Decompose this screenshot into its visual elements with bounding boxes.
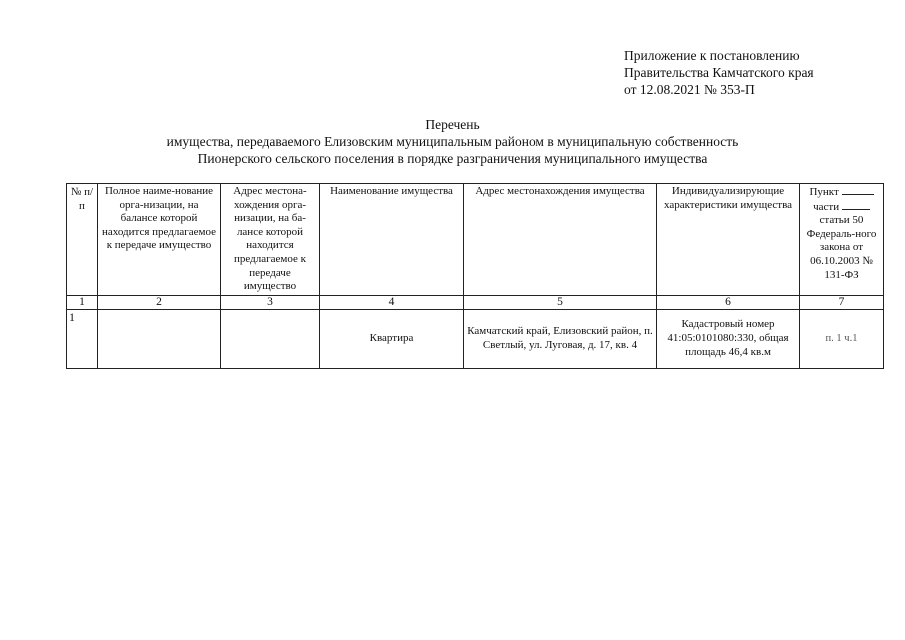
row-property-address: Камчатский край, Елизовский район, п. Светлый, ул. Луговая, д. 17, кв. 4 xyxy=(464,309,657,368)
blank-underline xyxy=(842,185,874,195)
row-punkt-value: п. 1 ч.1 xyxy=(825,332,858,344)
header-number: № п/п xyxy=(67,184,98,296)
appendix-line-3: от 12.08.2021 № 353-П xyxy=(624,82,755,97)
row-property-name: Квартира xyxy=(320,309,464,368)
title-line-1: Перечень xyxy=(425,117,480,132)
table-row xyxy=(67,309,884,368)
appendix-header xyxy=(624,47,814,98)
header-punkt-part-c: статьи 50 Федераль-ного закона от 06.10.2003 № 131-ФЗ xyxy=(806,214,877,281)
header-property-name: Наименование имущества xyxy=(320,184,464,296)
header-punkt-part-b: части xyxy=(813,200,840,213)
blank-underline xyxy=(842,200,870,210)
property-table xyxy=(66,183,884,369)
appendix-line-1: Приложение к постановлению xyxy=(624,48,800,63)
appendix-line-2: Правительства Камчатского края xyxy=(624,65,814,80)
column-number: 2 xyxy=(98,295,221,309)
document-title xyxy=(60,116,845,167)
header-punkt xyxy=(800,184,884,296)
title-line-2: имущества, передаваемого Елизовским муниципальным районом в муниципальную собственность xyxy=(166,134,739,149)
header-org-address: Адрес местона-хождения орга-низации, на ба-лансе которой находится предлагаемое к передаче имущество xyxy=(221,184,320,296)
table-header-row xyxy=(67,184,884,296)
column-number: 7 xyxy=(800,295,884,309)
row-number: 1 xyxy=(67,309,98,368)
column-number: 5 xyxy=(464,295,657,309)
column-number: 3 xyxy=(221,295,320,309)
row-characteristics: Кадастровый номер 41:05:0101080:330, общая площадь 46,4 кв.м xyxy=(657,309,800,368)
row-org-name xyxy=(98,309,221,368)
row-punkt xyxy=(800,309,884,368)
row-org-address xyxy=(221,309,320,368)
column-number-row xyxy=(67,295,884,309)
column-number: 4 xyxy=(320,295,464,309)
title-line-3: Пионерского сельского поселения в порядке разграничения муниципального имущества xyxy=(197,151,708,166)
column-number: 1 xyxy=(67,295,98,309)
header-org-name: Полное наиме-нование орга-низации, на балансе которой находится предлагаемое к передаче имущество xyxy=(98,184,221,296)
column-number: 6 xyxy=(657,295,800,309)
header-characteristics: Индивидуализирующие характеристики имущества xyxy=(657,184,800,296)
header-punkt-part-a: Пункт xyxy=(809,186,839,198)
header-property-address: Адрес местонахождения имущества xyxy=(464,184,657,296)
